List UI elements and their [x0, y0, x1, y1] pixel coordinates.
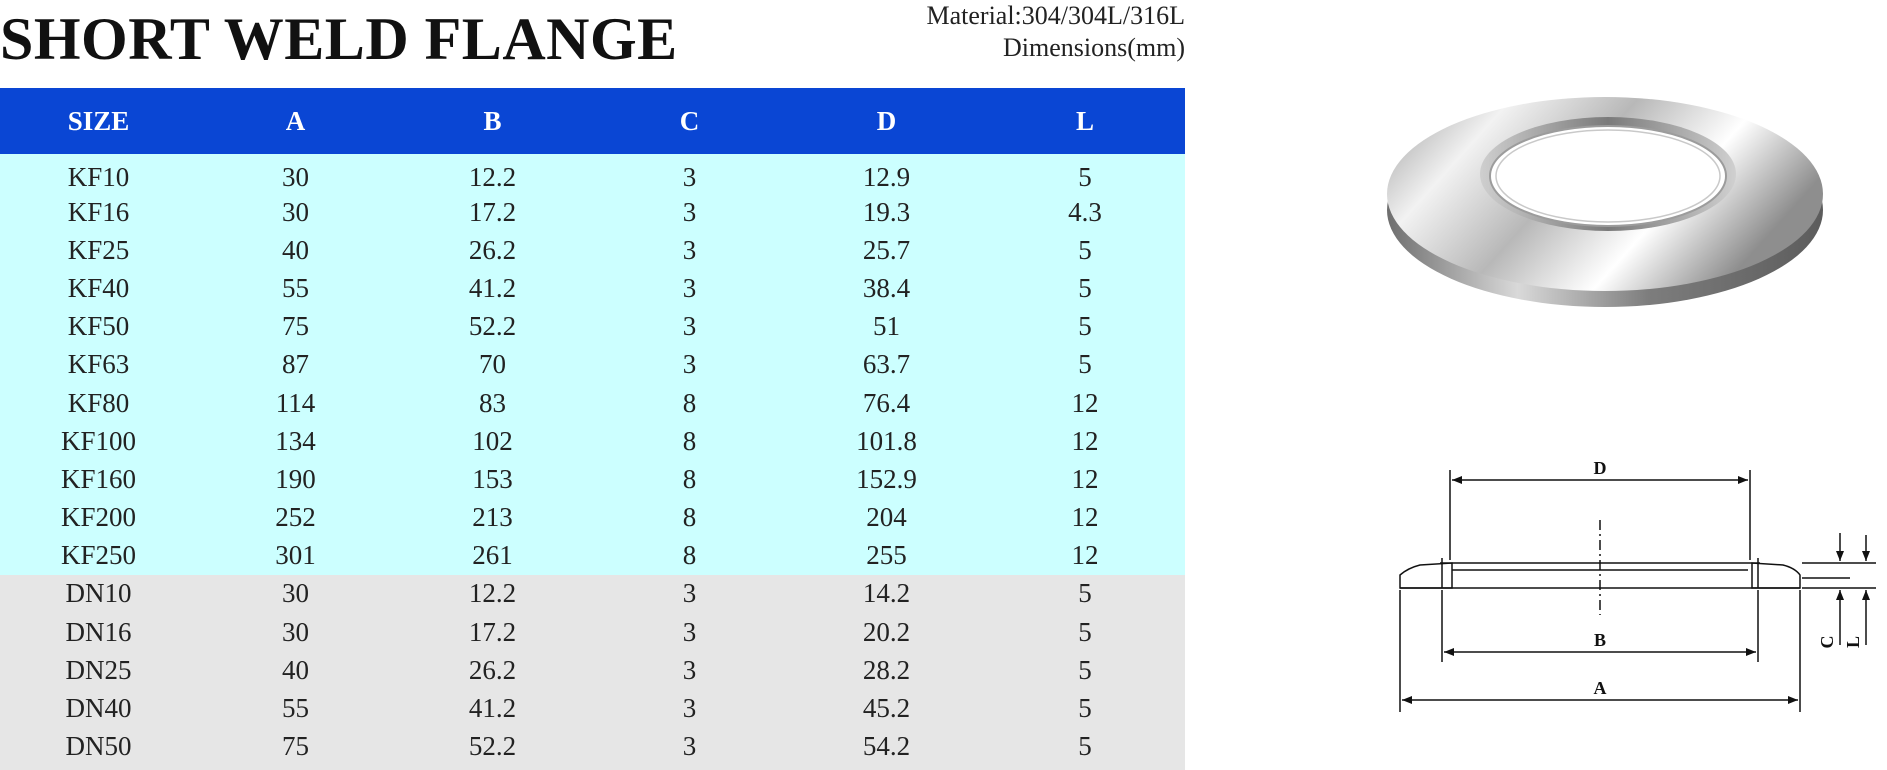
- cell-b: 26.2: [394, 231, 591, 269]
- cell-size: DN10: [0, 575, 197, 613]
- cell-size: KF63: [0, 346, 197, 384]
- cell-size: KF200: [0, 499, 197, 537]
- cell-l: 5: [985, 689, 1185, 727]
- cell-c: 3: [591, 651, 788, 689]
- cell-b: 52.2: [394, 308, 591, 346]
- cell-c: 8: [591, 537, 788, 575]
- dimension-label-l: L: [1843, 635, 1863, 649]
- table-row: [0, 499, 1185, 537]
- table-row: [0, 231, 1185, 269]
- table-row: [0, 613, 1185, 651]
- table-row: [0, 537, 1185, 575]
- material-text: Material:304/304L/316L: [926, 1, 1185, 30]
- dimension-label-d: D: [1593, 458, 1607, 478]
- cell-d: 54.2: [788, 728, 985, 770]
- cell-a: 75: [197, 308, 394, 346]
- cell-b: 12.2: [394, 575, 591, 613]
- cell-l: 5: [985, 231, 1185, 269]
- cell-c: 3: [591, 193, 788, 231]
- cell-b: 102: [394, 422, 591, 460]
- cell-l: 12: [985, 460, 1185, 498]
- dimensions-unit-text: Dimensions(mm): [1003, 33, 1185, 62]
- cell-a: 30: [197, 613, 394, 651]
- column-header-b: B: [394, 88, 591, 154]
- table-row: [0, 384, 1185, 422]
- cross-section-drawing: [1390, 430, 1887, 730]
- cell-c: 3: [591, 154, 788, 193]
- cell-l: 4.3: [985, 193, 1185, 231]
- cell-b: 41.2: [394, 269, 591, 307]
- cell-d: 14.2: [788, 575, 985, 613]
- cell-l: 5: [985, 154, 1185, 193]
- cell-c: 3: [591, 613, 788, 651]
- cell-d: 19.3: [788, 193, 985, 231]
- cell-c: 8: [591, 422, 788, 460]
- cell-c: 8: [591, 384, 788, 422]
- cell-d: 25.7: [788, 231, 985, 269]
- table-body: [0, 154, 1185, 770]
- cell-a: 30: [197, 154, 394, 193]
- cell-size: KF100: [0, 422, 197, 460]
- column-header-size: SIZE: [0, 88, 197, 154]
- cell-a: 114: [197, 384, 394, 422]
- column-header-l: L: [985, 88, 1185, 154]
- cell-size: DN40: [0, 689, 197, 727]
- cell-size: KF10: [0, 154, 197, 193]
- cell-c: 3: [591, 231, 788, 269]
- cell-b: 261: [394, 537, 591, 575]
- cell-d: 204: [788, 499, 985, 537]
- cell-l: 5: [985, 613, 1185, 651]
- cell-d: 76.4: [788, 384, 985, 422]
- cell-b: 41.2: [394, 689, 591, 727]
- cell-d: 63.7: [788, 346, 985, 384]
- cell-a: 134: [197, 422, 394, 460]
- cell-a: 252: [197, 499, 394, 537]
- dimension-table: [0, 88, 1185, 770]
- cell-b: 153: [394, 460, 591, 498]
- cell-size: DN25: [0, 651, 197, 689]
- table-row: [0, 269, 1185, 307]
- cell-l: 5: [985, 308, 1185, 346]
- cell-a: 301: [197, 537, 394, 575]
- cell-l: 5: [985, 269, 1185, 307]
- cell-a: 55: [197, 689, 394, 727]
- cell-b: 83: [394, 384, 591, 422]
- column-header-c: C: [591, 88, 788, 154]
- cell-l: 12: [985, 537, 1185, 575]
- cell-d: 38.4: [788, 269, 985, 307]
- cell-a: 40: [197, 651, 394, 689]
- cell-d: 28.2: [788, 651, 985, 689]
- cell-l: 5: [985, 575, 1185, 613]
- table-row: [0, 689, 1185, 727]
- cell-size: KF50: [0, 308, 197, 346]
- cell-a: 30: [197, 575, 394, 613]
- cell-c: 3: [591, 689, 788, 727]
- table-row: [0, 308, 1185, 346]
- cell-d: 20.2: [788, 613, 985, 651]
- table-row: [0, 193, 1185, 231]
- column-header-d: D: [788, 88, 985, 154]
- cell-d: 255: [788, 537, 985, 575]
- cell-c: 8: [591, 460, 788, 498]
- table-row: [0, 575, 1185, 613]
- table-row: [0, 154, 1185, 193]
- cell-b: 12.2: [394, 154, 591, 193]
- table-row: [0, 422, 1185, 460]
- cell-b: 213: [394, 499, 591, 537]
- table-row: [0, 728, 1185, 770]
- cell-d: 45.2: [788, 689, 985, 727]
- cell-l: 12: [985, 384, 1185, 422]
- column-header-a: A: [197, 88, 394, 154]
- cell-a: 55: [197, 269, 394, 307]
- cell-size: KF250: [0, 537, 197, 575]
- cell-c: 3: [591, 346, 788, 384]
- cell-size: KF160: [0, 460, 197, 498]
- table-row: [0, 651, 1185, 689]
- cell-d: 152.9: [788, 460, 985, 498]
- cell-b: 17.2: [394, 613, 591, 651]
- spec-note: [926, 0, 1185, 64]
- cell-a: 75: [197, 728, 394, 770]
- cell-d: 51: [788, 308, 985, 346]
- cell-size: DN50: [0, 728, 197, 770]
- dimension-label-b: B: [1593, 630, 1607, 650]
- cell-size: KF40: [0, 269, 197, 307]
- cell-d: 101.8: [788, 422, 985, 460]
- flange-photo: [1365, 70, 1845, 335]
- cell-a: 30: [197, 193, 394, 231]
- cell-size: KF16: [0, 193, 197, 231]
- cell-d: 12.9: [788, 154, 985, 193]
- cell-a: 40: [197, 231, 394, 269]
- cell-c: 3: [591, 269, 788, 307]
- table-row: [0, 460, 1185, 498]
- cell-a: 87: [197, 346, 394, 384]
- cell-l: 5: [985, 346, 1185, 384]
- cell-a: 190: [197, 460, 394, 498]
- cell-size: KF80: [0, 384, 197, 422]
- cell-b: 17.2: [394, 193, 591, 231]
- table-row: [0, 346, 1185, 384]
- cell-l: 12: [985, 422, 1185, 460]
- cell-l: 5: [985, 728, 1185, 770]
- cell-b: 70: [394, 346, 591, 384]
- cell-c: 3: [591, 308, 788, 346]
- page-title: SHORT WELD FLANGE: [0, 6, 678, 72]
- dimension-label-a: A: [1593, 678, 1607, 698]
- cell-b: 26.2: [394, 651, 591, 689]
- table-header-row: [0, 88, 1185, 154]
- cell-c: 3: [591, 728, 788, 770]
- cell-c: 3: [591, 575, 788, 613]
- cell-size: KF25: [0, 231, 197, 269]
- cell-c: 8: [591, 499, 788, 537]
- cell-l: 5: [985, 651, 1185, 689]
- cell-b: 52.2: [394, 728, 591, 770]
- cell-l: 12: [985, 499, 1185, 537]
- cell-size: DN16: [0, 613, 197, 651]
- dimension-label-c: C: [1817, 635, 1837, 649]
